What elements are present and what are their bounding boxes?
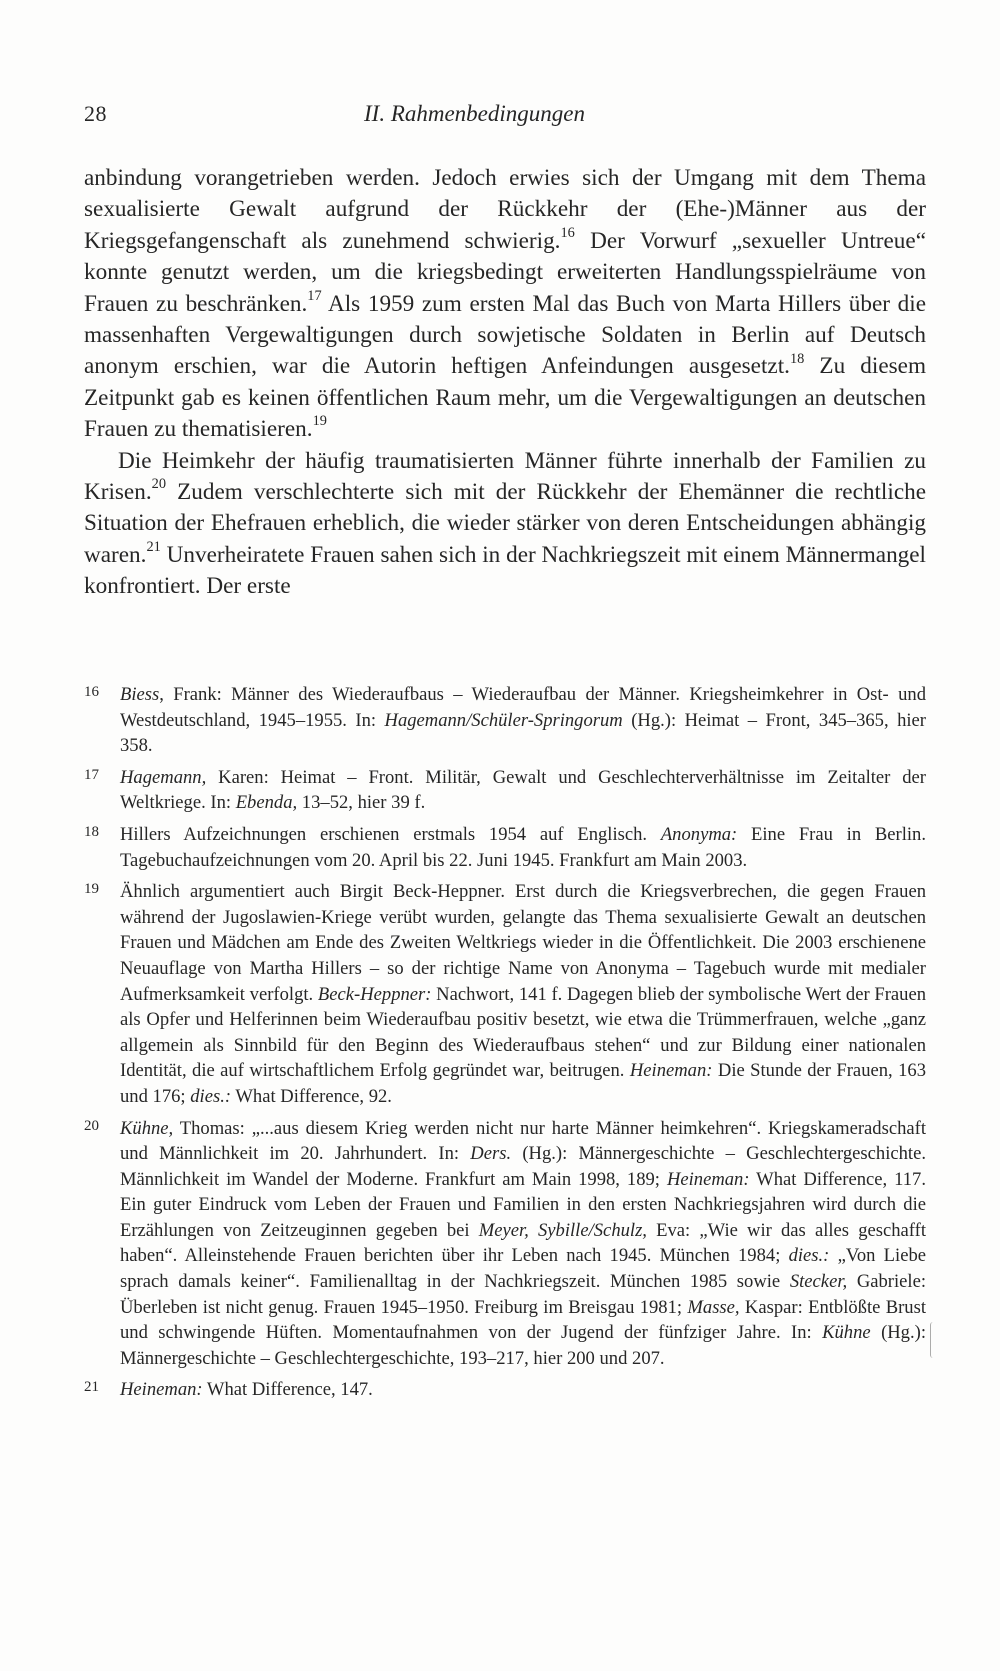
text-run: , Frank: Männer des Wiederaufbaus – Wiederaufbau der Männer. Kriegsheimkehrer in Ost- und Westdeutschland, 1945–1955. In: bbox=[120, 684, 926, 731]
footnote-20 bbox=[84, 1116, 926, 1372]
text-run: Zudem verschlechterte sich mit der Rückkehr der Ehemänner die rechtliche Situation der Ehefrauen erheblich, die wieder stärker von deren Entscheidungen abhängig waren. bbox=[84, 479, 926, 568]
text-run: What Difference, 117. Ein guter Eindruck vom Leben der Frauen und Familien in den ersten Nachkriegsjahren wird durch die Erzählungen von Zeitzeuginnen gegeben bei bbox=[120, 1168, 927, 1241]
text-run bbox=[529, 1220, 538, 1241]
text-run: Zu diesem Zeitpunkt gab es keinen öffentlichen Raum mehr, um die Vergewaltigungen an deutschen Frauen zu thematisieren. bbox=[84, 353, 926, 443]
footnote-number: 16 bbox=[84, 684, 99, 700]
text-run: Thomas: „...aus diesem Krieg werden nicht nur harte Männer heimkehren“. Kriegskameradschaft und Männlichkeit im 20. Jahrhundert. In: bbox=[120, 1117, 926, 1165]
text-run: Hillers Aufzeichnungen erschienen erstmals 1954 auf Englisch. bbox=[120, 823, 661, 845]
author-name: Heineman: bbox=[120, 1379, 203, 1401]
author-name: Heineman: bbox=[629, 1060, 713, 1082]
page-number: 28 bbox=[84, 101, 107, 126]
author-name: Heineman: bbox=[666, 1168, 750, 1190]
footnote-21 bbox=[84, 1377, 926, 1403]
author-name: Hagemann, bbox=[120, 766, 207, 788]
author-name: Hagemann/Schüler-Springorum bbox=[384, 709, 623, 731]
text-run: Ähnlich argumentiert auch Birgit Beck-Heppner. Erst durch die Kriegsverbrechen, die gegen Frauen während der Jugoslawien-Kriege verübt wurden, gelangte das Thema sexualisierte Gewalt an deutschen Frauen und Mädchen am Ende des Zweiten Weltkriegs wieder in die Öffentlichkeit. Die 2003 erschienene Neuauflage von Martha Hillers – so der richtige Name von Anonyma – Tagebuch wurde mit medialer Aufmerksamkeit verfolgt. bbox=[120, 881, 926, 1005]
author-name: Biess bbox=[120, 684, 160, 705]
footnote-number: 19 bbox=[84, 881, 99, 898]
text-run: Eine Frau in Berlin. Tagebuchaufzeichnungen vom 20. April bis 22. Juni 1945. Frankfurt am Main 2003. bbox=[120, 823, 926, 871]
text-run: Eva: „Wie wir das alles geschafft haben“. Alleinstehende Frauen berichten über ihr Leben nach 1945. München 1984; bbox=[120, 1219, 927, 1267]
author-name: dies.: bbox=[788, 1245, 830, 1267]
text-run: (Hg.): Heimat – Front, 345–365, hier 358. bbox=[120, 709, 926, 757]
footnote-number: 17 bbox=[84, 766, 99, 783]
pencil-margin-mark bbox=[930, 1322, 937, 1358]
author-name: Beck-Heppner: bbox=[317, 983, 432, 1005]
text-run: „Von Liebe sprach damals keiner“. Familienalltag in der Nachkriegszeit. München 1985 sowie bbox=[120, 1245, 926, 1293]
footnote-ref: 20 bbox=[151, 476, 166, 493]
author-name: Sybille/Schulz, bbox=[538, 1219, 647, 1241]
text-run: Nachwort, 141 f. Dagegen blieb der symbolische Wert der Frauen als Opfer und Helferinnen beim Wiederaufbau positiv besetzt, wie etwa die Trümmerfrauen, welche „ganz allgemein als Sinnbild für den Beginn des Wiederaufbaus stehen“ und zur Bildung einer nationalen Identität, die auf wirtschaftlichem Erfolg gegründet war, beitrugen. bbox=[120, 983, 927, 1082]
footnote-ref: 19 bbox=[312, 413, 327, 430]
paragraph bbox=[84, 163, 926, 446]
text-run: What Difference, 92. bbox=[231, 1085, 392, 1107]
text-run: (Hg.): Männergeschichte – Geschlechtergeschichte. Männlichkeit im Wandel der Moderne. Frankfurt am Main 1998, 189; bbox=[120, 1143, 926, 1190]
author-name: Ebenda, bbox=[235, 792, 298, 814]
author-name: Ders. bbox=[470, 1143, 512, 1165]
text-run: Unverheiratete Frauen sahen sich in der Nachkriegszeit mit einem Männermangel konfrontiert. Der erste bbox=[84, 541, 926, 600]
footnote-16 bbox=[84, 682, 926, 759]
footnotes bbox=[84, 682, 926, 1409]
text-run: What Difference, 147. bbox=[202, 1379, 373, 1401]
footnote-number: 21 bbox=[84, 1379, 99, 1396]
running-header bbox=[84, 101, 924, 131]
text-run: Die Heimkehr der häufig traumatisierten Männer führte innerhalb der Familien zu Krisen. bbox=[84, 447, 926, 506]
footnote-18 bbox=[84, 822, 926, 873]
footnote-ref: 21 bbox=[146, 538, 161, 555]
text-run: Kaspar: Entblößte Brust und schwingende Hüften. Momentaufnahmen von der Jugend der fünfziger Jahre. In: bbox=[120, 1296, 927, 1344]
text-run: Als 1959 zum ersten Mal das Buch von Marta Hillers über die massenhaften Vergewaltigungen durch sowjetische Soldaten in Berlin auf Deutsch anonym erschien, war die Autorin heftigen Anfeindungen ausgesetzt. bbox=[84, 290, 926, 380]
author-name: Kühne, bbox=[120, 1117, 174, 1139]
text-run: Die Stunde der Frauen, 163 und 176; bbox=[120, 1060, 926, 1107]
text-run: Gabriele: Überleben ist nicht genug. Frauen 1945–1950. Freiburg im Breisgau 1981; bbox=[120, 1271, 926, 1318]
footnote-ref: 17 bbox=[307, 287, 322, 304]
paragraph bbox=[84, 446, 926, 603]
text-run: anbindung vorangetrieben werden. Jedoch erwies sich der Umgang mit dem Thema sexualisierte Gewalt aufgrund der Rückkehr der (Ehe-)Männer aus der Kriegsgefangenschaft als zunehmend schwierig. bbox=[84, 165, 926, 254]
footnote-number: 18 bbox=[84, 823, 99, 840]
footnote-ref: 16 bbox=[560, 224, 575, 241]
main-text bbox=[84, 163, 926, 603]
author-name: Masse, bbox=[687, 1296, 740, 1318]
author-name: Stecker, bbox=[789, 1271, 848, 1293]
footnote-19 bbox=[84, 879, 926, 1109]
text-run: 13–52, hier 39 f. bbox=[297, 792, 426, 814]
footnote-number: 20 bbox=[84, 1117, 99, 1134]
footnote-17 bbox=[84, 765, 926, 816]
text-run: Karen: Heimat – Front. Militär, Gewalt und Geschlechterverhältnisse im Zeitalter der Weltkriege. In: bbox=[120, 766, 926, 814]
author-name: Kühne bbox=[822, 1322, 871, 1344]
footnote-ref: 18 bbox=[789, 350, 805, 367]
author-name: dies.: bbox=[190, 1085, 232, 1107]
text-run: Der Vorwurf „sexueller Untreue“ konnte genutzt werden, um die kriegsbedingt erweiterten Handlungsspielräume von Frauen zu beschränken. bbox=[84, 227, 926, 317]
author-name: Meyer, bbox=[478, 1219, 529, 1241]
author-name: Anonyma: bbox=[660, 823, 738, 845]
running-title: II. Rahmenbedingungen bbox=[364, 101, 585, 126]
text-run: (Hg.): Männergeschichte – Geschlechtergeschichte, 193–217, hier 200 und 207. bbox=[120, 1322, 926, 1369]
